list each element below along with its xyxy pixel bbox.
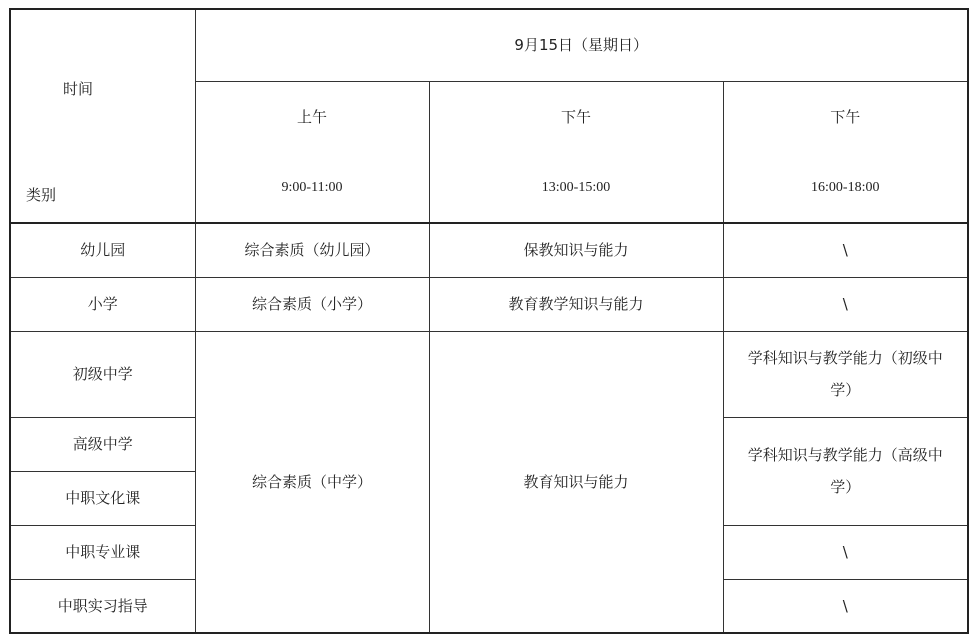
period-label: 下午 [560,107,591,126]
period-label: 上午 [296,107,327,126]
subject-cell: 保教知识与能力 [429,223,723,277]
period-label: 下午 [830,107,861,126]
category-cell: 初级中学 [10,331,195,417]
subject-cell: 综合素质（小学） [195,277,429,331]
period-afternoon-1 [429,81,723,223]
schedule-table [9,8,969,634]
category-cell: 幼儿园 [10,223,195,277]
period-time: 13:00-15:00 [541,179,611,195]
subject-cell: 学科知识与教学能力（初级中学） [723,331,968,417]
subject-cell: \ [723,579,968,633]
corner-time-label: 时间 [63,80,94,98]
subject-cell: 学科知识与教学能力（高级中学） [723,417,968,525]
period-morning [195,81,429,223]
table-row [10,277,968,331]
subject-cell: \ [723,525,968,579]
category-cell: 中职实习指导 [10,579,195,633]
subject-cell: 教育知识与能力 [429,331,723,633]
period-time: 16:00-18:00 [811,179,880,195]
corner-category-label: 类别 [26,186,57,204]
subject-cell: \ [723,277,968,331]
subject-cell: 综合素质（中学） [195,331,429,633]
table-row [10,223,968,277]
exam-schedule [9,8,969,634]
corner-cell [10,9,195,223]
period-time: 9:00-11:00 [281,179,343,195]
date-header: 9月15日（星期日） [195,9,968,81]
category-cell: 高级中学 [10,417,195,471]
subject-cell: 教育教学知识与能力 [429,277,723,331]
period-afternoon-2 [723,81,968,223]
category-cell: 小学 [10,277,195,331]
subject-cell: \ [723,223,968,277]
category-cell: 中职专业课 [10,525,195,579]
category-cell: 中职文化课 [10,471,195,525]
subject-cell: 综合素质（幼儿园） [195,223,429,277]
table-row [10,331,968,417]
